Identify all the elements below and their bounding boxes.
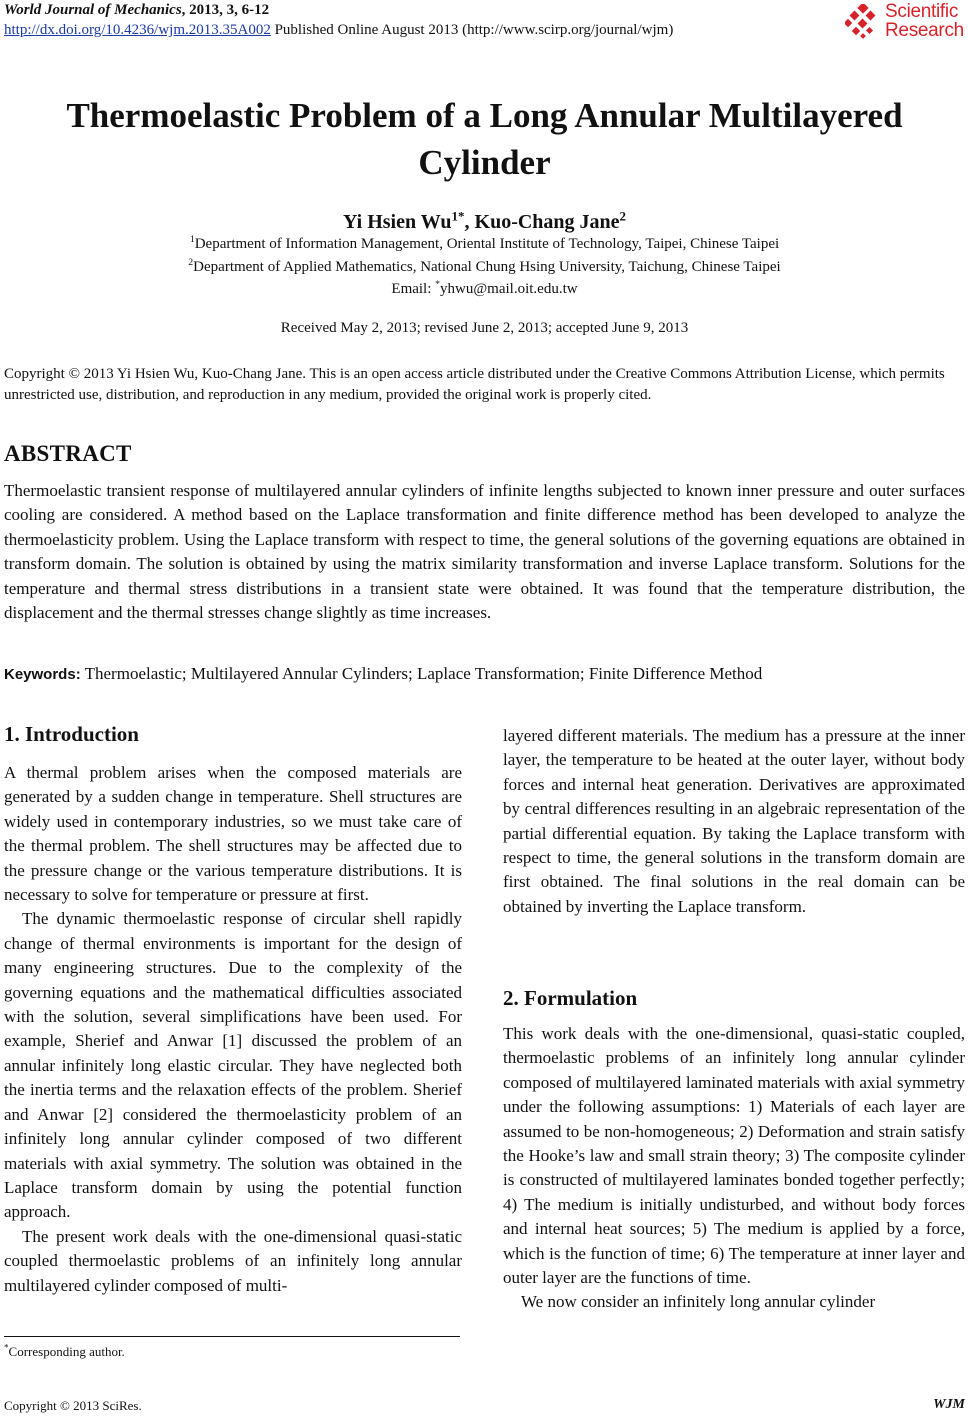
affiliation-1-mark: 1 [189,234,195,245]
formulation-heading: 2. Formulation [503,986,638,1010]
right-column-bottom [503,1022,965,1315]
email-mark: * [435,279,441,290]
footnote-mark: * [4,1342,9,1353]
author-separator: , [464,211,475,233]
doi-link[interactable]: http://dx.doi.org/10.4236/wjm.2013.35A002 [4,22,271,38]
author-list [0,208,969,234]
formulation-paragraph-2: We now consider an infinitely long annular cylinder [521,1292,876,1312]
abstract-heading: ABSTRACT [4,441,132,466]
intro-continuation-paragraph: layered different materials. The medium has a pressure at the inner layer, the temperature to be heated at the outer layer, without body forces and internal heat generation. Derivatives are approximated by central differences resulting in an algebraic representation of the partial differential equation. By taking the Laplace transform with respect to time, the general solutions in the transform domain are first obtained. The final solutions in the real domain can be obtained by inverting the Laplace transform. [503,726,965,916]
received-dates: Received May 2, 2013; revised June 2, 2013; accepted June 9, 2013 [280,320,689,336]
journal-citation [4,2,269,19]
footer-copyright: Copyright © 2013 SciRes. [4,1398,142,1413]
footnote-text: Corresponding author. [8,1344,125,1359]
keywords-text: Thermoelastic; Multilayered Annular Cylinders; Laplace Transformation; Finite Difference Method [80,664,763,683]
right-column-top [503,724,965,919]
published-online-text: Published Online August 2013 (http://www.scirp.org/journal/wjm) [270,22,674,38]
formulation-paragraph-1: This work deals with the one-dimensional, quasi-static coupled, thermoelastic problems of an infinitely long annular cylinder composed of multilayered laminated materials with axial symmetry under the following assumptions: 1) Materials of each layer are assumed to be non-homogeneous; 2) Deformation and strain satisfy the Hooke’s law and small strain theory; 3) The composite cylinder is constructed of multilayered laminates bonded together perfectly; 4) The medium is initially undisturbed, and without body forces and internal heat sources; 5) The medium is applied by a force, which is the function of time; 6) The temperature at inner layer and outer layer are the functions of time. [503,1024,965,1288]
logo-text-scientific: Scientific [885,1,959,22]
author-1-mark: 1* [451,208,465,224]
author-2-mark: 2 [619,208,627,224]
footnote [4,1344,125,1360]
intro-paragraph-3: The present work deals with the one-dimensional quasi-static coupled thermoelastic problems of an infinitely long annular multilayered cylinder composed of multi- [4,1226,462,1295]
header-doi-line [4,22,673,39]
logo-text-research: Research [885,20,964,41]
publisher-logo-icon [845,4,881,40]
email-address[interactable]: yhwu@mail.oit.edu.tw [440,281,578,297]
affiliation-1-text: Department of Information Management, Oriental Institute of Technology, Taipei, Chinese Taipei [194,236,780,252]
journal-name: World Journal of Mechanics [4,2,182,18]
introduction-heading: 1. Introduction [4,722,139,746]
keywords-label: Keywords: [4,666,81,683]
left-column [4,761,462,1298]
abstract-body: Thermoelastic transient response of multilayered annular cylinders of infinite lengths subjected to known inner pressure and outer surfaces cooling are considered. A method based on the Laplace transformation and finite difference method has been developed to analyze the thermoelasticity problem. Using the Laplace transform with respect to time, the general solutions of the governing equations are obtained in transform domain. The solution is obtained by using the matrix similarity transformation and inverse Laplace transform. Solutions for the temperature and thermal stress distributions in a transient state were obtained. It was found that the temperature distribution, the displacement and the thermal stresses change slightly as time increases. [4,481,965,623]
keywords-line [4,664,762,684]
copyright-notice: Copyright © 2013 Yi Hsien Wu, Kuo-Chang Jane. This is an open access article distributed under the Creative Commons Attribution License, which permits unrestricted use, distribution, and reproduction in any medium, provided the original work is properly cited. [4,366,945,403]
affiliation-2-mark: 2 [188,257,194,268]
footer-journal-abbrev: WJM [933,1397,965,1412]
intro-paragraph-2: The dynamic thermoelastic response of circular shell rapidly change of thermal environments is important for the design of many engineering structures. Due to the complexity of the governing equations and the mathematical difficulties associated with the solution, several simplifications have been used. For example, Sherief and Anwar [1] discussed the problem of an annular infinitely long elastic circular. They have neglected both the inertia terms and the relaxation effects of the problem. Sherief and Anwar [2] considered the thermoelasticity problem of an infinitely long annular cylinder composed of two different materials with axial symmetry. The solution was obtained in the Laplace transform domain by using the potential function approach. [4,909,462,1222]
title-line-2: Cylinder [418,143,551,182]
affiliation-1 [0,236,969,253]
email-line [0,281,969,298]
author-1: Yi Hsien Wu [342,211,452,233]
journal-volume: , 2013, 3, 6-12 [181,2,270,18]
intro-paragraph-1: A thermal problem arises when the composed materials are generated by a sudden change in temperature. Shell structures are widely used in contemporary industries, so we must take care of the thermal problem. The shell structures may be affected due to the pressure change or the various temperature distributions. It is necessary to solve for temperature or pressure at first. [4,763,462,905]
title-line-1: Thermoelastic Problem of a Long Annular Multilayered [66,96,903,135]
author-2: Kuo-Chang Jane [474,211,620,233]
footnote-divider [4,1336,460,1337]
affiliation-2-text: Department of Applied Mathematics, National Chung Hsing University, Taichung, Chinese Taipei [193,259,781,275]
affiliation-2 [0,259,969,276]
paper-title [0,92,969,186]
email-prefix: Email: [391,281,436,297]
publisher-logo [845,2,967,42]
